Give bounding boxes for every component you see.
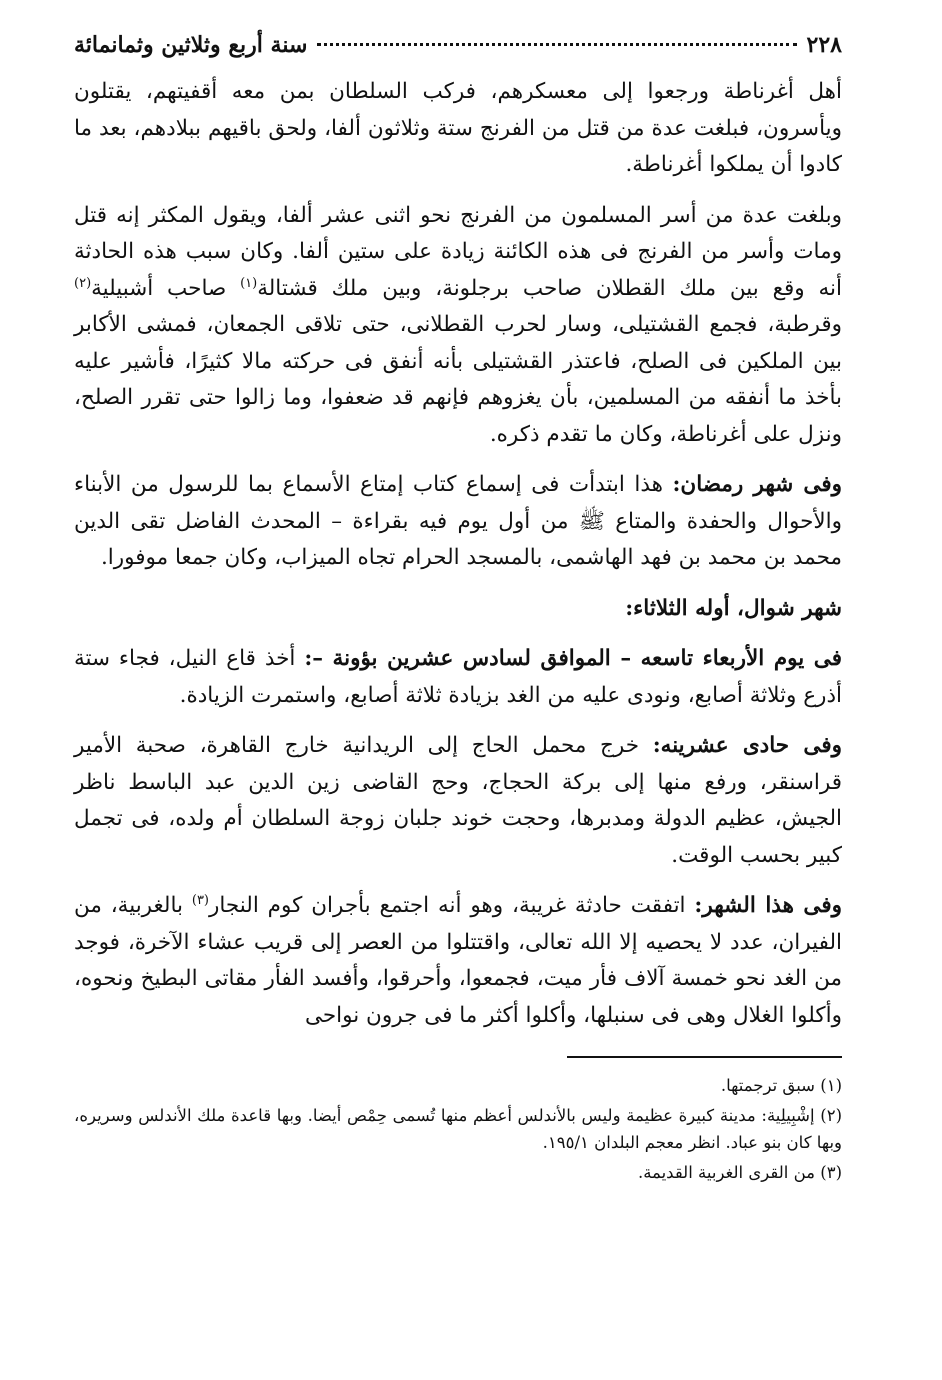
footnote-ref-2: (٢) (74, 275, 92, 291)
paragraph-ramadan (74, 467, 842, 577)
running-title: سنة أربع وثلاثين وثمانمائة (74, 32, 308, 58)
paragraph-text: أهل أغرناطة ورجعوا إلى معسكرهم، فركب السلطان بمن معه أقفيتهم، يقتلون ويأسرون، فبلغت عدة من قتل من الفرنج ستة وثلاثون ألفا، ولحق باقيهم ببلادهم، بعد ما كادوا أن يملكوا أغرناطة. (74, 79, 842, 177)
paragraph-hajj (74, 728, 842, 874)
footnote-3: (٣) من القرى الغربية القديمة. (637, 1163, 842, 1182)
paragraph-2 (74, 198, 842, 454)
paragraph-text-part-b: صاحب أشبيلية (91, 275, 241, 301)
paragraph-text-part-a: وبلغت عدة من أسر المسلمون من الفرنج نحو اثنى عشر ألفا، ويقول المكثر إنه قتل ومات وأسر من الفرنج فى هذه الكائنة زيادة على ستين ألفا. وكان سبب هذه الحادثة أنه وقع بين ملك القطلان صاحب برجلونة، وبين ملك قشتالة (74, 202, 842, 301)
month-heading-shawwal (74, 591, 842, 628)
month-heading-text: شهر شوال، أوله الثلاثاء: (625, 595, 842, 621)
paragraph-text: أخذ قاع النيل، فجاء ستة أذرع وثلاثة أصابع، ونودى عليه من الغد بزيادة ثلاثة أصابع، واستمرت الزيادة. (74, 646, 842, 708)
footnote-ref-1: (١) (240, 275, 258, 291)
paragraph-lead: وفى شهر رمضان: (672, 472, 842, 497)
paragraph-lead: فى يوم الأربعاء تاسعه – الموافق لسادس عشرين بؤونة –: (304, 646, 842, 671)
dotted-leader (317, 43, 796, 46)
footnote-ref-3: (٣) (191, 892, 209, 908)
footnote-divider (567, 1056, 842, 1058)
paragraph-text: خرج محمل الحاج إلى الريدانية خارج القاهرة، صحبة الأمير قراسنقر، ورفع منها إلى بركة الحجاج، وحج القاضى زين الدين عبد الباسط ناظر الجيش، عظيم الدولة ومدبرها، وحجت خوند جلبان زوجة السلطان أم ولده، فى تجمل كبير بحسب الوقت. (74, 733, 842, 868)
paragraph-lead: وفى هذا الشهر: (694, 893, 842, 918)
paragraph-1 (74, 74, 842, 184)
footnote-1: (١) سبق ترجمتها. (720, 1076, 842, 1095)
footnotes (74, 1072, 842, 1186)
page-number: ٢٢٨ (806, 32, 842, 58)
paragraph-text: هذا ابتدأت فى إسماع كتاب إمتاع الأسماع بما للرسول من الأبناء والأحوال والحفدة والمتاع ﷺ من أول يوم فيه بقراءة – المحدث الفاضل تقى الدين محمد بن محمد بن فهد الهاشمى، بالمسجد الحرام تجاه الميزاب، وكان جمعا موفورا. (74, 472, 842, 570)
paragraph-nile (74, 641, 842, 714)
paragraph-text-part-c: وقرطبة، فجمع القشتيلى، وسار لحرب القطلانى، حتى تلاقى الجمعان، فمشى الأكابر بين الملكين فى الصلح، فاعتذر القشتيلى بأنه أنفق فى حركته مالا كثيرًا، فأشير عليه بأخذ ما أنفقه من المسلمين، بأن يغزوهم فإنهم قد ضعفوا، وما زالوا حتى تقرر الصلح، ونزل على أغرناطة، وكان ما تقدم ذكره. (74, 312, 842, 447)
paragraph-text-part-a: اتفقت حادثة غريبة، وهو أنه اجتمع بأجران كوم النجار (209, 893, 695, 918)
paragraph-lead: وفى حادى عشرينه: (652, 733, 842, 758)
paragraph-mice (74, 888, 842, 1034)
page-header (74, 30, 842, 74)
book-page (74, 30, 842, 1360)
footnote-2: (٢) إشْبِيلِية: مدينة كبيرة عظيمة وليس بالأندلس أعظم منها تُسمى حِمْص أيضا. وبها قاعدة ملك الأندلس وسريره، وبها كان بنو عباد. انظر معجم البلدان ١٩٥/١. (74, 1106, 842, 1152)
paragraph-text-part-b: بالغربية، من الفيران، عدد لا يحصيه إلا الله تعالى، واقتتلوا من العصر إلى قريب عشاء الآخرة، فوجد من الغد نحو خمسة آلاف فأر ميت، فجمعوا، وأحرقوا، وأفسد الفأر مقاتى البطيخ ونحوه، وأكلوا الغلال وهى فى سنبلها، وأكلوا أكثر ما فى جرون نواحى (74, 893, 842, 1028)
